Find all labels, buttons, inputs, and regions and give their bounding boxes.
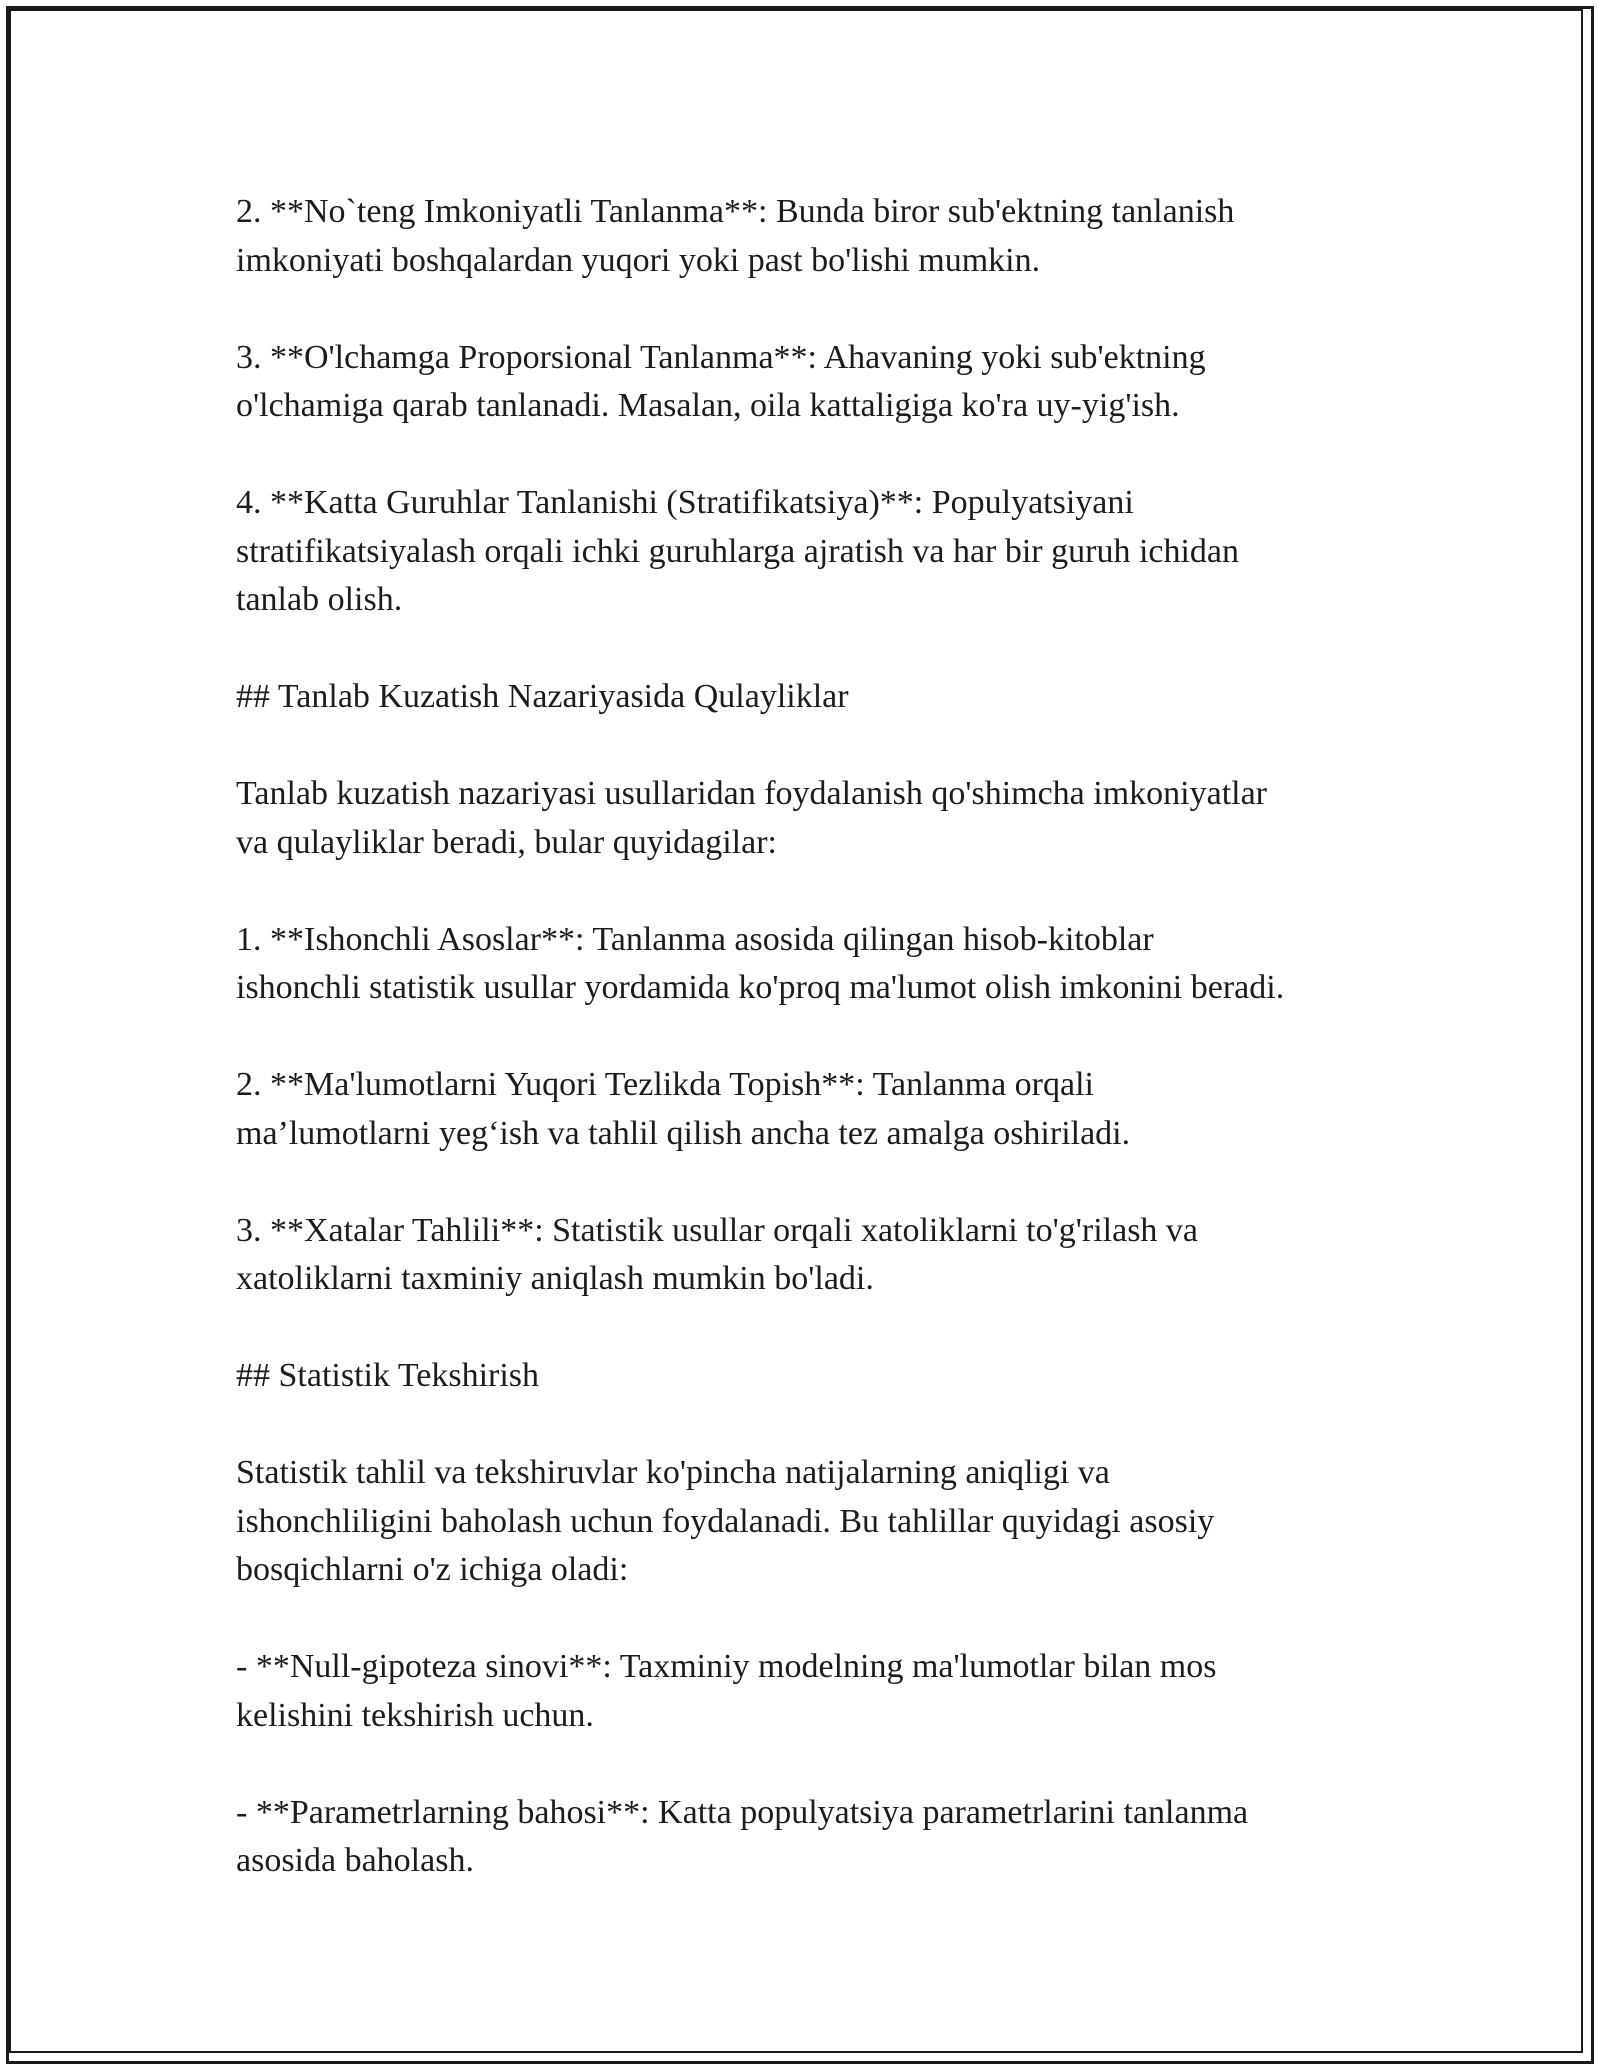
paragraph bbox=[236, 770, 1386, 867]
text-line: Statistik tahlil va tekshiruvlar ko'pincha natijalarning aniqligi va bbox=[236, 1454, 1110, 1491]
list-item bbox=[236, 479, 1386, 625]
text-line: asosida baholash. bbox=[236, 1842, 474, 1879]
text-line: 2. **No`teng Imkoniyatli Tanlanma**: Bunda biror sub'ektning tanlanish bbox=[236, 193, 1235, 230]
bullet-item bbox=[236, 1789, 1386, 1886]
list-item bbox=[236, 334, 1386, 431]
text-line: stratifikatsiyalash orqali ichki guruhlarga ajratish va har bir guruh ichidan bbox=[236, 532, 1240, 570]
text-line: imkoniyati boshqalardan yuqori yoki past bo'lishi mumkin. bbox=[236, 241, 1041, 279]
paragraph bbox=[236, 1449, 1386, 1595]
document-body bbox=[236, 188, 1386, 1934]
list-item bbox=[236, 916, 1386, 1013]
list-item bbox=[236, 188, 1386, 285]
list-item bbox=[236, 1061, 1386, 1158]
heading-line: ## Statistik Tekshirish bbox=[236, 1357, 540, 1394]
heading-line: ## Tanlab Kuzatish Nazariyasida Qulayliklar bbox=[236, 678, 849, 715]
list-item bbox=[236, 1207, 1386, 1304]
text-line: ishonchli statistik usullar yordamida ko'proq ma'lumot olish imkonini beradi. bbox=[236, 969, 1285, 1006]
text-line: 1. **Ishonchli Asoslar**: Tanlanma asosida qilingan hisob-kitoblar bbox=[236, 920, 1154, 958]
text-line: ishonchliligini baholash uchun foydalanadi. Bu tahlillar quyidagi asosiy bbox=[236, 1502, 1215, 1540]
bullet-item bbox=[236, 1643, 1386, 1740]
text-line: Tanlab kuzatish nazariyasi usullaridan foydalanish qo'shimcha imkoniyatlar bbox=[236, 775, 1268, 812]
text-line: o'lchamiga qarab tanlanadi. Masalan, oila kattaligiga ko'ra uy-yig'ish. bbox=[236, 387, 1180, 424]
text-line: 4. **Katta Guruhlar Tanlanishi (Stratifikatsiya)**: Populyatsiyani bbox=[236, 484, 1134, 521]
text-line: 3. **O'lchamga Proporsional Tanlanma**: Ahavaning yoki sub'ektning bbox=[236, 338, 1206, 376]
text-line: va qulayliklar beradi, bular quyidagilar: bbox=[236, 823, 777, 861]
text-line: xatoliklarni taxminiy aniqlash mumkin bo'ladi. bbox=[236, 1260, 874, 1297]
text-line: ma’lumotlarni yeg‘ish va tahlil qilish ancha tez amalga oshiriladi. bbox=[236, 1114, 1131, 1152]
text-line: 2. **Ma'lumotlarni Yuqori Tezlikda Topish**: Tanlanma orqali bbox=[236, 1066, 1094, 1103]
text-line: tanlab olish. bbox=[236, 581, 403, 618]
section-heading bbox=[236, 1352, 1386, 1401]
text-line: - **Parametrlarning bahosi**: Katta populyatsiya parametrlarini tanlanma bbox=[236, 1793, 1249, 1831]
text-line: kelishini tekshirish uchun. bbox=[236, 1696, 594, 1734]
text-line: - **Null-gipoteza sinovi**: Taxminiy modelning ma'lumotlar bilan mos bbox=[236, 1648, 1217, 1685]
text-line: bosqichlarni o'z ichiga oladi: bbox=[236, 1551, 629, 1588]
section-heading bbox=[236, 673, 1386, 722]
text-line: 3. **Xatalar Tahlili**: Statistik usullar orqali xatoliklarni to'g'rilash va bbox=[236, 1211, 1199, 1249]
